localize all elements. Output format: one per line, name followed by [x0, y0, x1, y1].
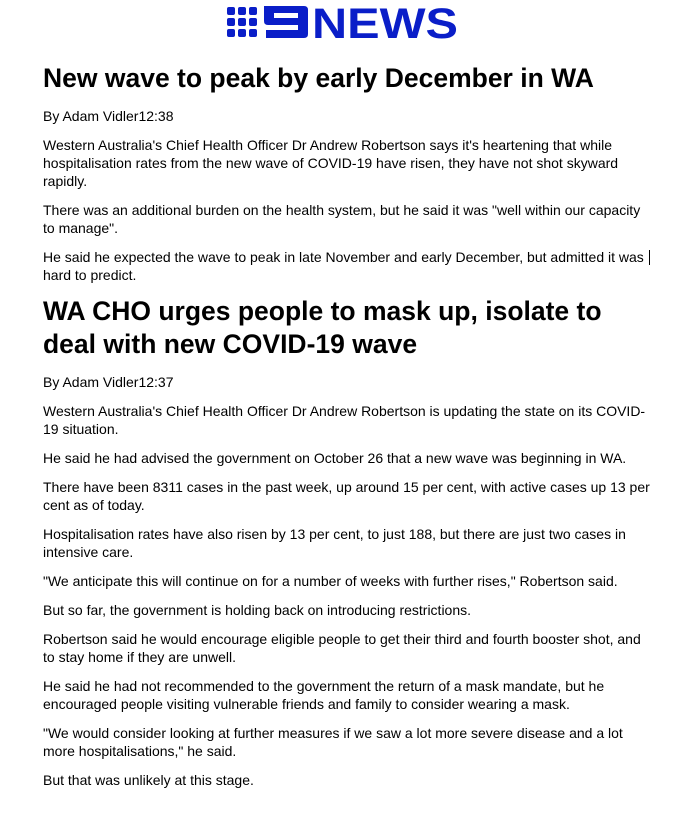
- article-paragraph: Hospitalisation rates have also risen by 13 per cent, to just 188, but there are just two cases in intensive care.: [43, 526, 626, 560]
- article-byline: By Adam Vidler12:37: [43, 374, 174, 390]
- article-paragraph: There was an additional burden on the health system, but he said it was "well within our capacity to manage".: [43, 202, 641, 236]
- article-paragraph: [43, 248, 653, 284]
- article-new-wave: [43, 62, 653, 284]
- article-feed: [43, 60, 653, 800]
- article-paragraph: But that was unlikely at this stage.: [43, 772, 254, 788]
- article-paragraph: Western Australia's Chief Health Officer Dr Andrew Robertson says it's heartening that while hospitalisation rates from the new wave of COVID-19 have risen, they have not shot skyward rapidly.: [43, 137, 619, 189]
- paragraph-text: He said he expected the wave to peak in late November and early December, but admitted it was hard to predict.: [43, 249, 644, 283]
- article-paragraph: He said he had not recommended to the government the return of a mask mandate, but he encouraged people visiting vulnerable friends and family to consider wearing a mask.: [43, 678, 605, 712]
- article-title: New wave to peak by early December in WA: [43, 63, 594, 93]
- article-title: WA CHO urges people to mask up, isolate to deal with new COVID-19 wave: [43, 296, 602, 359]
- article-paragraph: But so far, the government is holding back on introducing restrictions.: [43, 602, 472, 618]
- svg-text:NEWS: NEWS: [312, 3, 458, 41]
- article-paragraph: Western Australia's Chief Health Officer Dr Andrew Robertson is updating the state on its COVID-19 situation.: [43, 403, 646, 437]
- article-paragraph: "We anticipate this will continue on for a number of weeks with further rises," Robertson said.: [43, 573, 618, 589]
- article-paragraph: He said he had advised the government on October 26 that a new wave was beginning in WA.: [43, 450, 627, 466]
- article-paragraph: There have been 8311 cases in the past week, up around 15 per cent, with active cases up 13 per cent as of today.: [43, 479, 650, 513]
- article-paragraph: Robertson said he would encourage eligible people to get their third and fourth booster shot, and to stay home if they are unwell.: [43, 631, 641, 665]
- nine-news-logo[interactable]: [226, 3, 460, 41]
- text-cursor: [649, 250, 650, 265]
- article-mask-up: [43, 295, 653, 789]
- article-byline: By Adam Vidler12:38: [43, 108, 174, 124]
- article-paragraph: "We would consider looking at further measures if we saw a lot more severe disease and a lot more hospitalisations," he said.: [43, 725, 623, 759]
- nine-news-logo-icon: [226, 3, 460, 41]
